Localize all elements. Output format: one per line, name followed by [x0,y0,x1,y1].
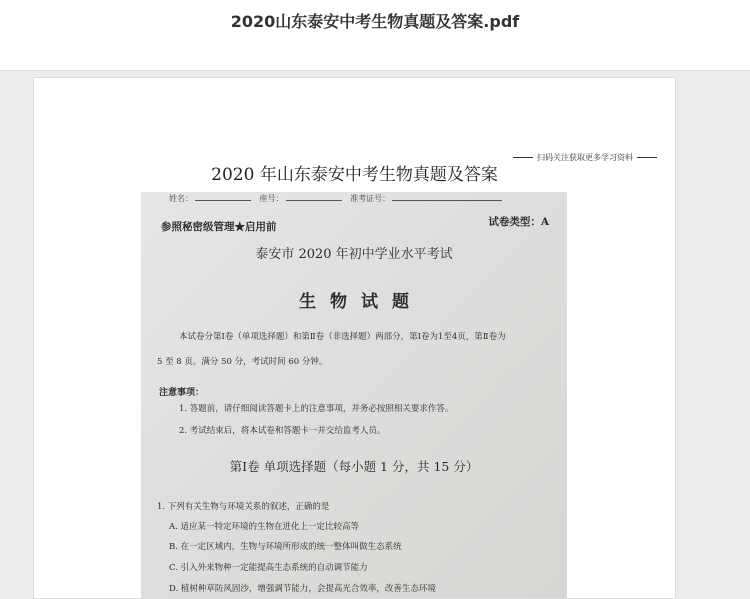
intro-line-2: 5 至 8 页。满分 50 分，考试时间 60 分钟。 [157,357,328,367]
name-label: 姓名： [169,194,193,203]
ticket-label: 准考证号： [350,194,391,203]
intro-line-1: 本试卷分第Ⅰ卷（单项选择题）和第Ⅱ卷（非选择题）两部分，第Ⅰ卷为1至4页，第Ⅱ卷为 [179,332,506,342]
qr-note-left-rule [513,157,533,158]
notice-item-2: 2. 考试结束后，将本试卷和答题卡一并交给监考人员。 [179,426,386,436]
question-1-option-b: B. 在一定区域内，生物与环境所形成的统一整体叫做生态系统 [169,542,402,552]
name-blank [195,192,251,201]
ticket-blank [392,192,502,201]
seat-label: 座号： [259,194,284,203]
file-title: 2020山东泰安中考生物真题及答案.pdf [230,12,520,31]
question-1-option-c: C. 引入外来物种一定能提高生态系统的自动调节能力 [169,563,368,573]
seat-blank [286,192,342,201]
qr-note-right-rule [637,157,657,158]
subject-title: 生物试题 [299,292,423,312]
viewer-header [0,0,750,71]
notice-heading: 注意事项： [159,388,205,398]
document-title: 2020 年山东泰安中考生物真题及答案 [211,165,498,185]
secret-level: 参照秘密级管理★启用前 [161,221,277,233]
question-1: 1. 下列有关生物与环境关系的叙述，正确的是 [157,502,330,512]
pdf-page [33,77,676,599]
scanned-exam-photo [141,192,567,598]
notice-item-1: 1. 答题前，请仔细阅读答题卡上的注意事项，并务必按照相关要求作答。 [179,404,454,414]
qr-note-text: 扫码关注获取更多学习资料 [537,153,633,162]
question-1-option-a: A. 适应某一特定环境的生物在进化上一定比较高等 [169,522,360,532]
exam-title: 泰安市 2020 年初中学业水平考试 [255,247,453,262]
paper-type: 试卷类型：A [488,216,549,228]
section-title: 第Ⅰ卷 单项选择题（每小题 1 分，共 15 分） [229,459,479,474]
candidate-info-line [169,192,508,204]
question-1-option-d: D. 植树种草防风固沙，增强调节能力，会提高光合效率，改善生态环境 [169,584,436,594]
